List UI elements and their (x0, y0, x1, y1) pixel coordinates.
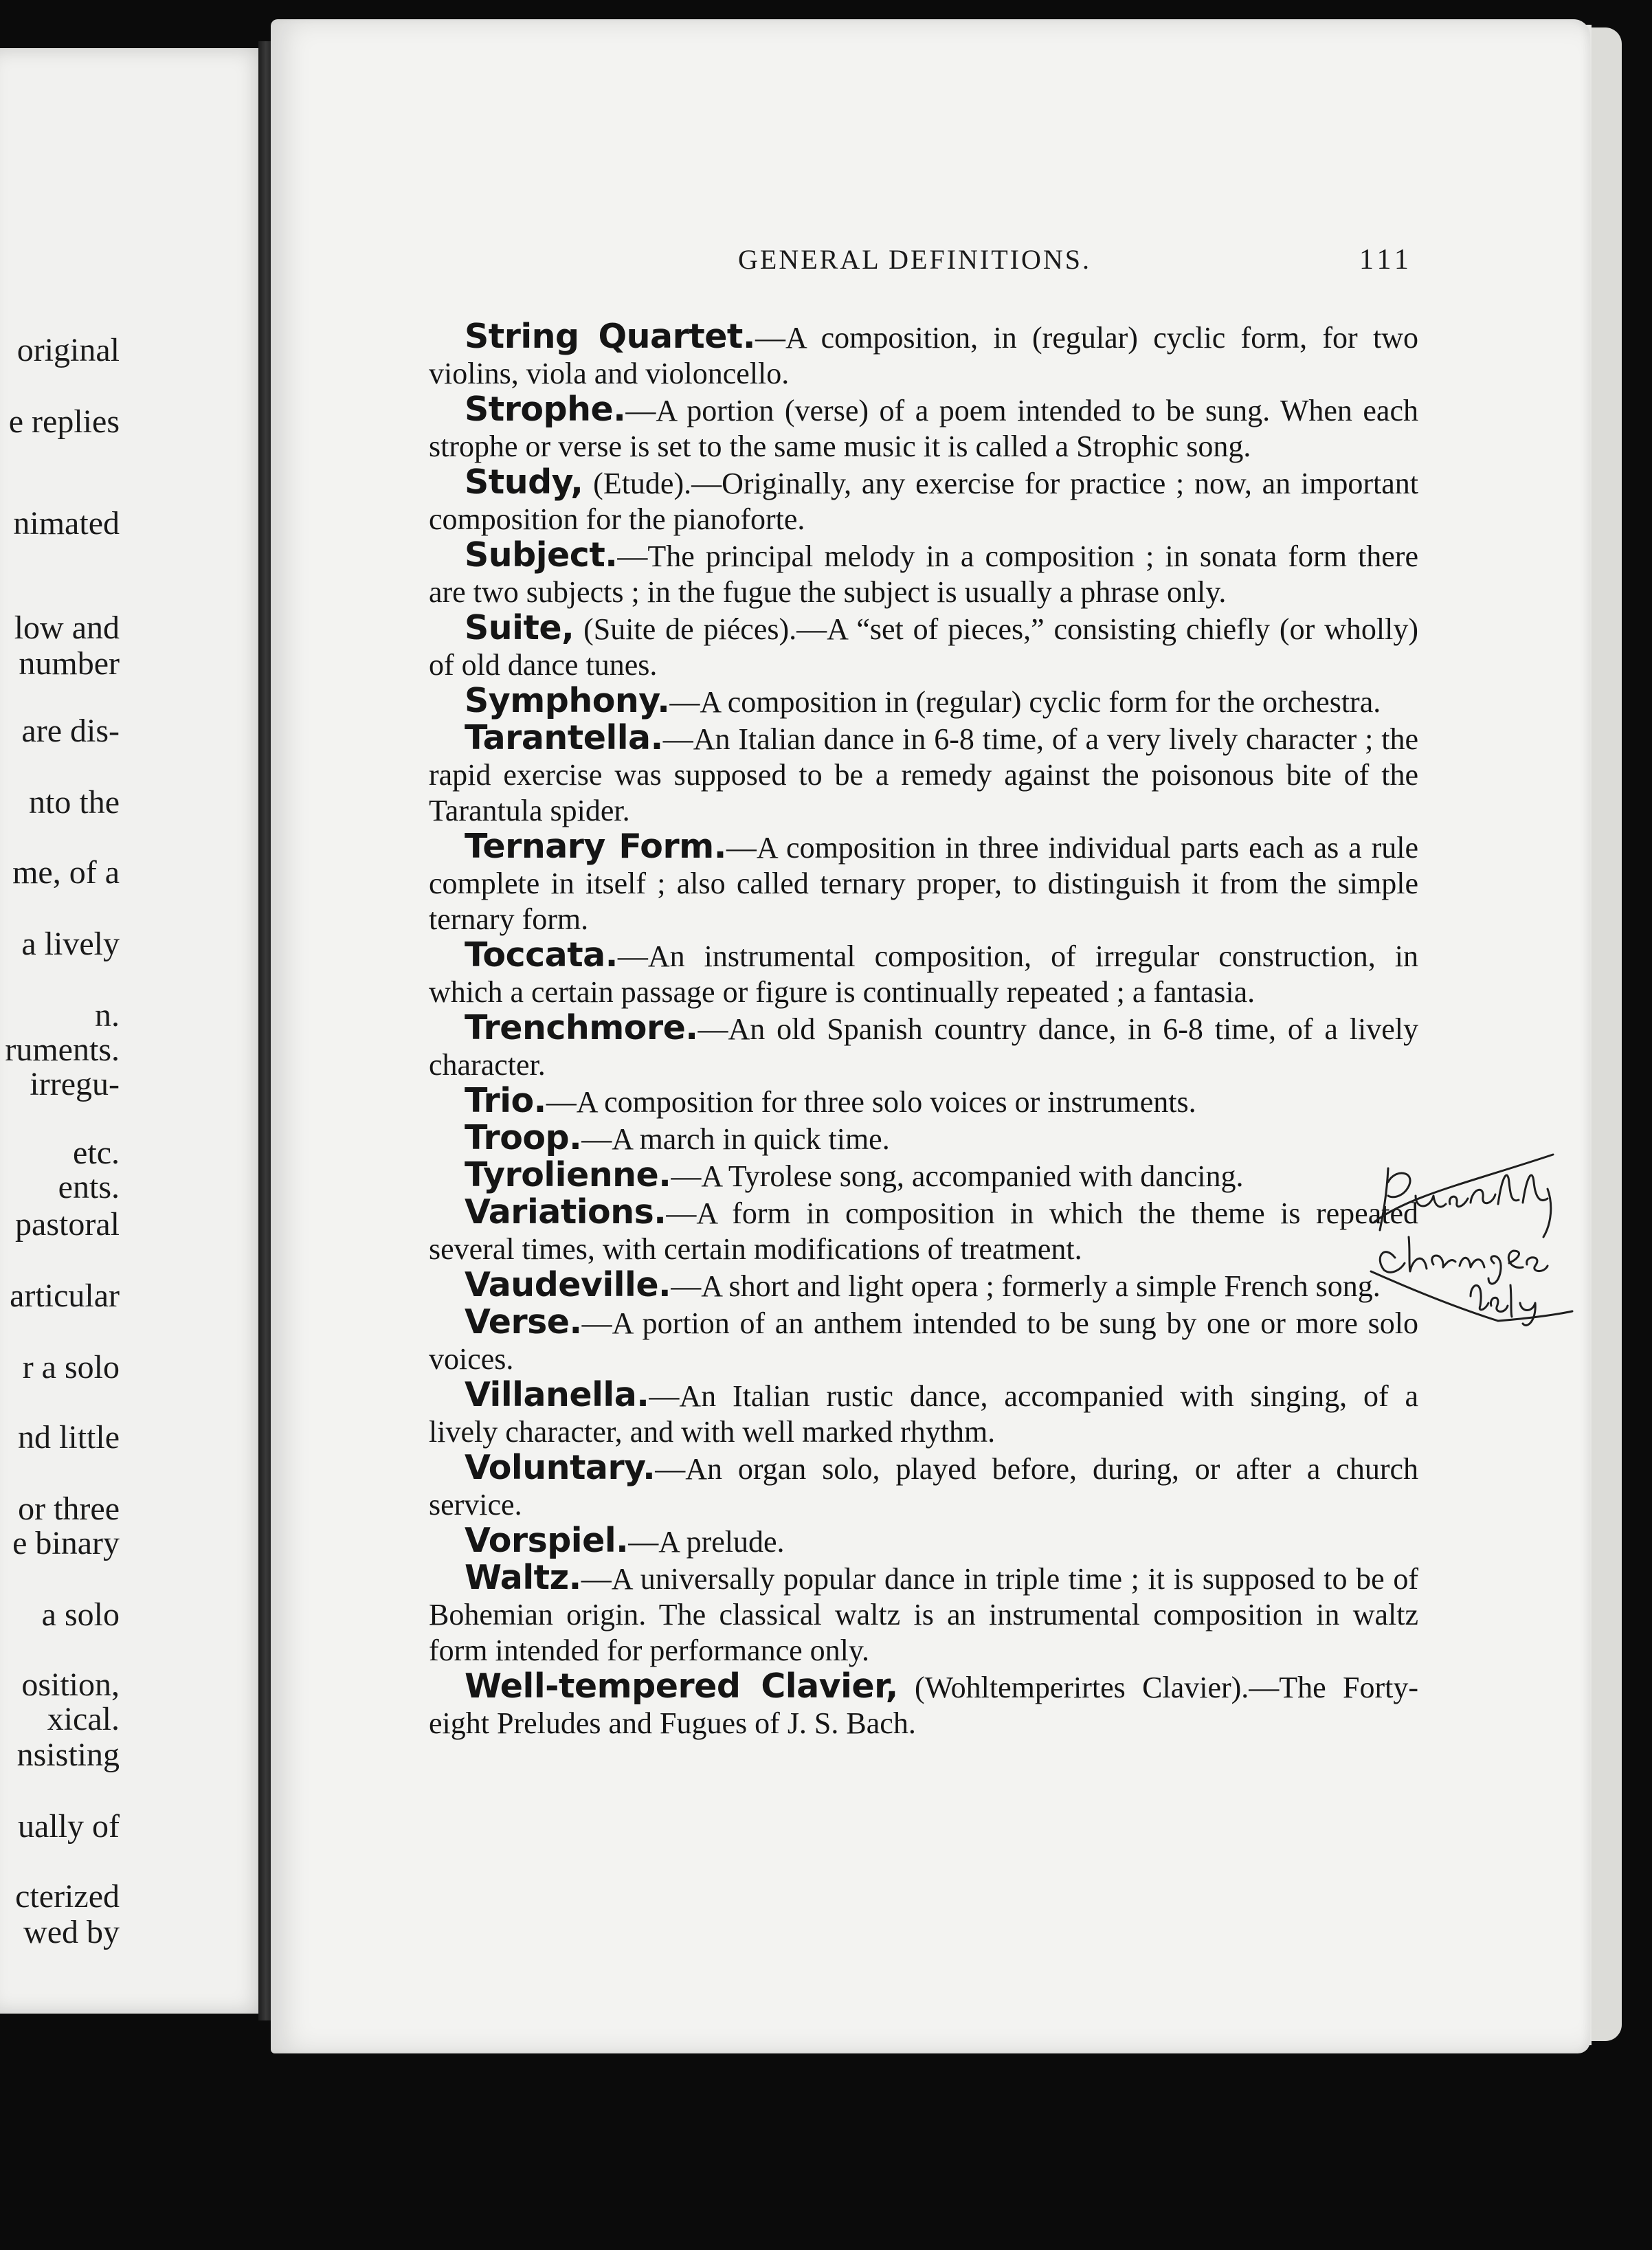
left-line: nimated (13, 505, 120, 542)
left-line: wed by (23, 1914, 120, 1950)
entry-text: —An organ solo, played before, during, or after a church service. (429, 1452, 1418, 1522)
entry-term: Variations. (465, 1192, 667, 1232)
left-line: ents. (58, 1169, 120, 1205)
entry-term: Well-tempered Clavier, (465, 1667, 898, 1706)
entry-text: —A composition in three individual parts each as a rule complete in itself ; also called ternary proper, to distinguish it from the simple ternary form. (429, 831, 1418, 936)
entry-term: Vaudeville. (465, 1265, 671, 1304)
page-number: 111 (1359, 244, 1413, 276)
left-line: a solo (41, 1596, 120, 1633)
entry-text: (Etude).—Originally, any exercise for practice ; now, an important composition for the pianoforte. (429, 467, 1418, 536)
left-line: a lively (21, 926, 120, 962)
left-line: etc. (73, 1135, 120, 1171)
left-line: number (19, 645, 120, 682)
left-line: ually of (18, 1808, 120, 1845)
definition-entry (429, 1120, 1418, 1157)
running-head: GENERAL DEFINITIONS. (738, 244, 1092, 275)
left-line: irregu- (30, 1066, 120, 1102)
definition-entry (429, 465, 1418, 537)
entry-term: Tarantella. (465, 718, 663, 757)
definition-entry (429, 1523, 1418, 1560)
left-line: nd little (18, 1419, 120, 1456)
entry-text: —A composition in (regular) cyclic form for the orchestra. (669, 685, 1381, 719)
entry-term: Voluntary. (465, 1448, 656, 1487)
entry-term: Subject. (465, 535, 618, 575)
definition-entry (429, 1450, 1418, 1523)
left-line: are dis- (21, 713, 120, 749)
entry-term: Vorspiel. (465, 1521, 629, 1560)
definition-entry (429, 610, 1418, 683)
entry-term: Strophe. (465, 390, 626, 429)
entry-text: —A portion of an anthem intended to be sung by one or more solo voices. (429, 1306, 1418, 1376)
entry-text: —A form in composition in which the theme is repeated several times, with certain modifications of treatment. (429, 1196, 1418, 1266)
entry-term: Ternary Form. (465, 827, 726, 866)
left-line: r a solo (22, 1349, 120, 1385)
left-line: e replies (8, 403, 120, 440)
entry-text: —The principal melody in a composition ; in sonata form there are two subjects ; in the fugue the subject is usually a phrase only. (429, 539, 1418, 609)
entry-term: Verse. (465, 1302, 582, 1341)
entry-term: Trio. (465, 1081, 546, 1120)
entry-term: Suite, (465, 608, 574, 647)
definition-entry (429, 1560, 1418, 1669)
definition-entry (429, 1304, 1418, 1377)
left-page-text (0, 48, 269, 2014)
entry-term: Symphony. (465, 681, 670, 720)
definition-entry (429, 720, 1418, 829)
entry-term: Tyrolienne. (465, 1155, 671, 1194)
definition-entry (429, 1267, 1418, 1304)
left-line: original (16, 332, 120, 368)
entry-text: —An Italian rustic dance, accompanied with singing, of a lively character, and with well marked rhythm. (429, 1379, 1418, 1449)
left-line: me, of a (12, 854, 120, 891)
left-line: nto the (29, 784, 120, 821)
entry-text: —A universally popular dance in triple time ; it is supposed to be of Bohemian origin. The classical waltz is an instrumental composition in waltz form intended for performance only. (429, 1562, 1418, 1667)
entry-text: —A short and light opera ; formerly a simple French song. (671, 1269, 1381, 1303)
page-stack-edge (1592, 27, 1622, 2041)
entry-term: Waltz. (465, 1558, 581, 1597)
definition-entry (429, 1669, 1418, 1741)
left-line: ruments. (5, 1032, 120, 1068)
left-line: or three (18, 1491, 120, 1527)
definition-entry (429, 937, 1418, 1010)
definition-entry (429, 537, 1418, 610)
entry-text: (Wohltemperirtes Clavier).—The Forty-eight Preludes and Fugues of J. S. Bach. (429, 1671, 1418, 1740)
entry-text: —A march in quick time. (581, 1122, 890, 1156)
definition-entry (429, 1083, 1418, 1120)
entry-text: —An Italian dance in 6-8 time, of a very lively character ; the rapid exercise was supposed to be a remedy against the poisonous bite of the Tarantula spider. (429, 722, 1418, 827)
entry-term: Villanella. (465, 1375, 649, 1414)
handwritten-note (1368, 1141, 1574, 1326)
entry-term: Trenchmore. (465, 1008, 698, 1047)
entry-text: (Suite de piéces).—A “set of pieces,” consisting chiefly (or wholly) of old dance tunes. (429, 612, 1418, 682)
entry-text: —An instrumental composition, of irregular construction, in which a certain passage or figure is continually repeated ; a fantasia. (429, 939, 1418, 1009)
left-line: pastoral (15, 1206, 120, 1243)
definitions-list (429, 319, 1418, 1741)
entry-term: Study, (465, 463, 583, 502)
definition-entry (429, 1157, 1418, 1194)
definition-entry (429, 1194, 1418, 1267)
definition-entry (429, 829, 1418, 937)
left-line: xical. (47, 1701, 120, 1737)
left-line: e binary (12, 1525, 120, 1561)
definition-entry (429, 319, 1418, 392)
left-line: osition, (21, 1667, 120, 1703)
entry-text: —A composition for three solo voices or instruments. (546, 1085, 1196, 1119)
entry-term: String Quartet. (465, 317, 755, 356)
entry-text: —A portion (verse) of a poem intended to be sung. When each strophe or verse is set to the same music it is called a Strophic song. (429, 394, 1418, 463)
definition-entry (429, 683, 1418, 720)
left-line: articular (10, 1278, 120, 1314)
left-line: nsisting (16, 1737, 120, 1773)
definition-entry (429, 392, 1418, 465)
definition-entry (429, 1377, 1418, 1450)
left-line: n. (95, 997, 120, 1034)
left-line: cterized (15, 1878, 120, 1915)
entry-term: Toccata. (465, 935, 618, 974)
entry-text: —A composition, in (regular) cyclic form, for two violins, viola and violoncello. (429, 321, 1419, 390)
left-page (0, 48, 269, 2014)
entry-text: —A prelude. (628, 1525, 785, 1559)
left-line: low and (14, 610, 120, 646)
definition-entry (429, 1010, 1418, 1083)
entry-text: —A Tyrolese song, accompanied with dancing. (671, 1159, 1244, 1193)
entry-text: —An old Spanish country dance, in 6-8 time, of a lively character. (429, 1012, 1418, 1082)
entry-term: Troop. (465, 1118, 582, 1157)
